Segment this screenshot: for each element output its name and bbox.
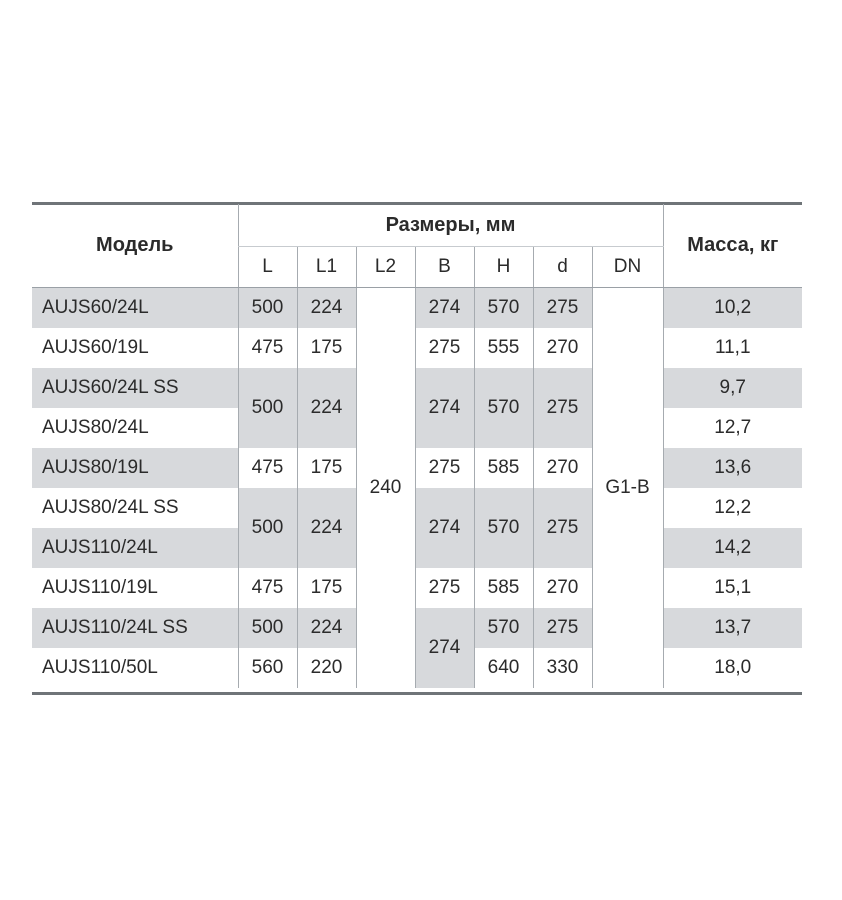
value-L1: 175 [297,568,356,608]
value-d: 275 [533,488,592,568]
value-L1: 224 [297,368,356,448]
value-H: 585 [474,568,533,608]
pump-dimensions-table [32,204,802,688]
mass-cell: 14,2 [663,528,802,568]
value-d: 270 [533,448,592,488]
table-row [32,368,802,408]
value-B: 274 [415,488,474,568]
value-H: 570 [474,488,533,568]
value-d: 270 [533,328,592,368]
mass-cell: 11,1 [714,337,751,358]
mass-cell: 18,0 [714,657,752,678]
value-B: 275 [415,448,474,488]
model-cell: AUJS110/24L [32,528,238,568]
model-cell: AUJS60/24L [32,288,238,329]
model-cell: AUJS60/19L [42,337,149,358]
value-L1: 224 [297,288,356,329]
value-H: 640 [474,648,533,688]
mass-cell: 12,2 [714,497,752,518]
value-H: 555 [474,328,533,368]
value-B: 275 [415,568,474,608]
model-cell: AUJS80/24L SS [42,497,179,518]
dimensions-header: Размеры, мм [238,204,663,247]
model-cell: AUJS110/50L [42,657,158,678]
value-L: 560 [238,648,297,688]
value-L: 500 [238,368,297,448]
col-header-B: B [415,247,474,288]
col-header-H: H [474,247,533,288]
col-header-L: L [238,247,297,288]
value-L1: 220 [297,648,356,688]
mass-header: Масса, кг [663,204,802,288]
value-d: 270 [533,568,592,608]
table-row [32,488,802,528]
value-L: 500 [238,488,297,568]
mass-cell: 10,2 [663,288,802,329]
table-row [32,568,802,608]
value-L1: 175 [297,328,356,368]
value-L1: 175 [297,448,356,488]
table-row [32,288,802,329]
value-H: 570 [474,368,533,448]
value-L: 500 [238,288,297,329]
value-B: 275 [415,328,474,368]
col-header-L1: L1 [297,247,356,288]
col-header-DN: DN [592,247,663,288]
mass-cell: 9,7 [663,368,802,408]
value-d: 275 [533,288,592,329]
table-row [32,608,802,648]
table-row [32,328,802,368]
model-cell: AUJS80/19L [32,448,238,488]
value-L: 475 [238,328,297,368]
model-header: Модель [32,204,238,288]
mass-cell: 15,1 [714,577,752,598]
value-L1: 224 [297,488,356,568]
value-B: 274 [415,288,474,329]
value-DN-common: G1-B [592,288,663,689]
col-header-d: d [533,247,592,288]
model-cell: AUJS60/24L SS [32,368,238,408]
value-d: 275 [533,368,592,448]
model-cell: AUJS110/19L [42,577,158,598]
value-L2-common: 240 [356,288,415,689]
value-d: 330 [533,648,592,688]
value-H: 585 [474,448,533,488]
value-H: 570 [474,608,533,648]
value-B: 274 [415,608,474,688]
mass-cell: 13,6 [663,448,802,488]
table-bottom-rule [32,692,802,695]
value-L: 475 [238,448,297,488]
mass-cell: 12,7 [714,417,752,438]
col-header-L2: L2 [356,247,415,288]
value-H: 570 [474,288,533,329]
table-row [32,448,802,488]
mass-cell: 13,7 [663,608,802,648]
model-cell: AUJS80/24L [42,417,149,438]
value-d: 275 [533,608,592,648]
value-B: 274 [415,368,474,448]
model-cell: AUJS110/24L SS [32,608,238,648]
value-L: 500 [238,608,297,648]
value-L: 475 [238,568,297,608]
value-L1: 224 [297,608,356,648]
